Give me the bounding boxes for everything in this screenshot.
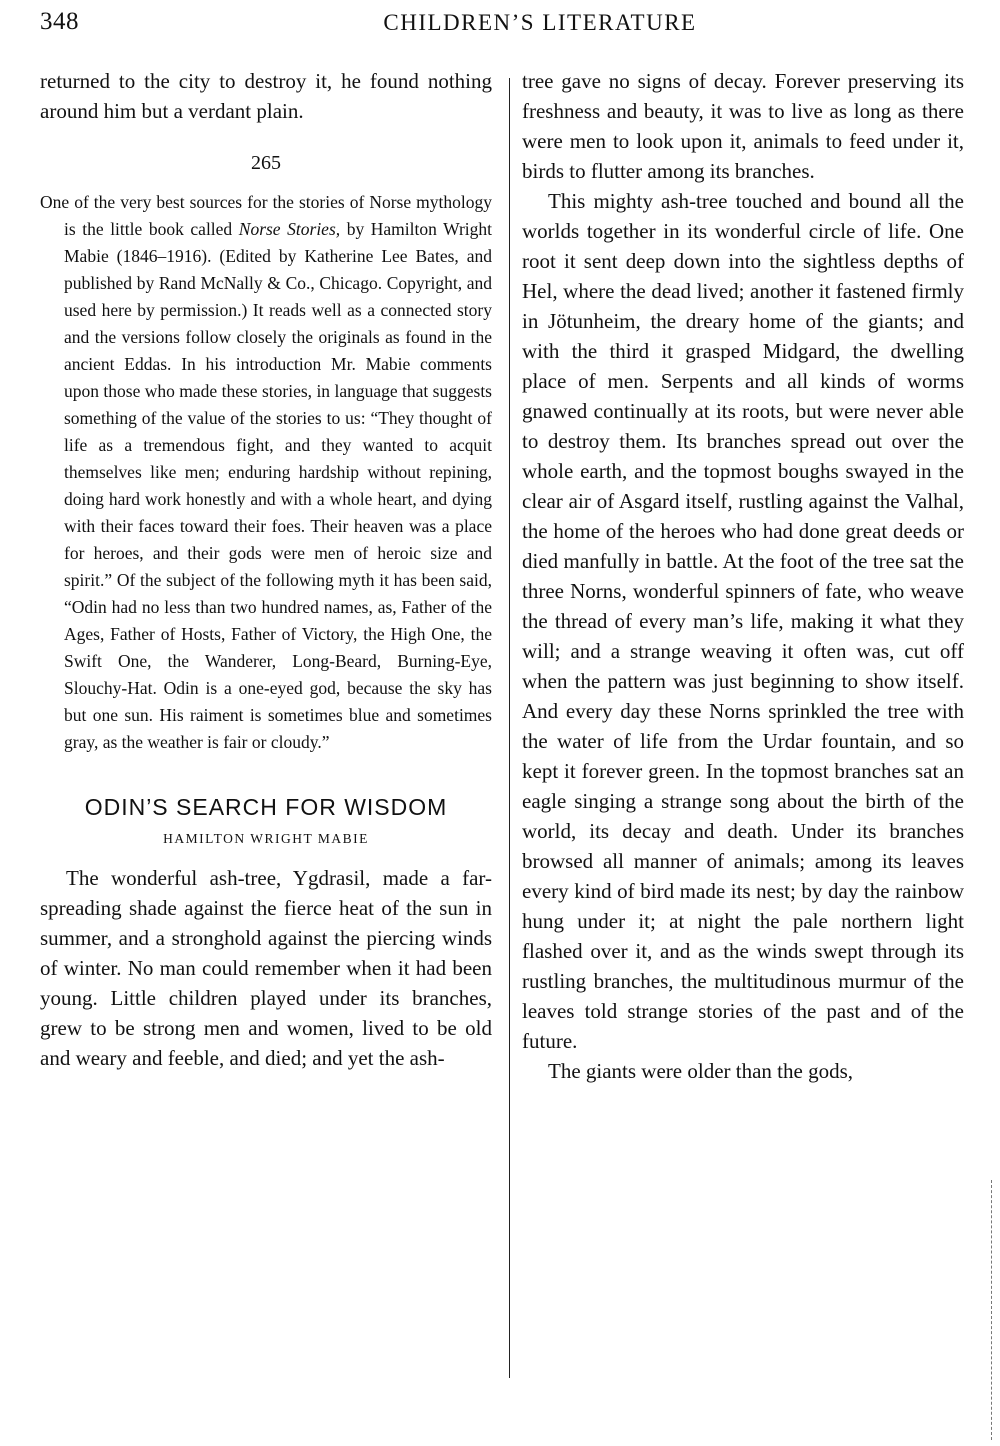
continued-paragraph-right: tree gave no signs of decay. Forever preserving its freshness and beauty, it was to live as long as there were men to look upon it, animals to feed under it, birds to flutter among its branches.	[522, 69, 964, 183]
story-author: HAMILTON WRIGHT MABIE	[163, 831, 369, 846]
running-title: CHILDREN’S LITERATURE	[383, 10, 697, 35]
note-number: 265	[251, 152, 281, 174]
giants-paragraph: The giants were older than the gods,	[548, 1059, 853, 1083]
left-column	[40, 66, 492, 1073]
column-divider	[509, 78, 510, 1378]
page-number: 348	[40, 8, 79, 35]
ash-tree-paragraph: This mighty ash-tree touched and bound all the worlds together in its wonderful circle of life. One root it sent deep down into the sightless depths of Hel, where the dead lived; another it fastened firmly in Jötunheim, the dreary home of the giants; and with the third it grasped Midgard, the dwelling place of men. Serpents and all kinds of worms gnawed continually at its roots, but were never able to destroy them. Its branches spread out over the whole earth, and the topmost boughs swayed in the clear air of Asgard itself, rustling against the Valhal, the home of the heroes who had done great deeds or died manfully in battle. At the foot of the tree sat the three Norns, wonderful spinners of fate, who weave the thread of every man’s life, making it what they will; and a strange weaving it often was, cut off when the pattern was just beginning to show itself. And every day these Norns sprinkled the tree with the water of life from the Urdar fountain, and so kept it forever green. In the topmost branches sat an eagle singing a strange song about the birth of the world, its decay and death. Under its branches browsed all manner of animals; among its leaves every kind of bird made its nest; by day the rainbow hung under it; at night the pale northern light flashed over it, and as the winds swept through its rustling branches, the multitudinous murmur of the leaves told strange stories of the past and of the future.	[522, 189, 964, 1053]
story-title: ODIN’S SEARCH FOR WISDOM	[84, 794, 448, 820]
note-text-rest: by Hamilton Wright Mabie (1846–1916). (Edited by Katherine Lee Bates, and published by Rand McNally & Co., Chicago. Copyright, and used here by permission.) It reads well as a connected story and the versions follow closely the originals as found in the ancient Eddas. In his introduction Mr. Mabie comments upon those who made these stories, in language that suggests something of the value of the stories to us: “They thought of life as a tremendous fight, and they wanted to acquit themselves like men; enduring hardship without repining, doing hard work honestly and with a whole heart, and dying with their faces toward their foes. Their heaven was a place for heroes, and their gods were men of heroic size and spirit.” Of the subject of the following myth it has been said, “Odin had no less than two hundred names, as, Father of the Ages, Father of Hosts, Father of Victory, the High One, the Swift One, the Wanderer, Long-Beard, Burning-Eye, Slouchy-Hat. Odin is a one-eyed god, because the sky has but one sun. His raiment is sometimes blue and sometimes gray, as the weather is fair or cloudy.”	[64, 219, 493, 752]
right-column	[522, 66, 964, 1086]
note-text-start: One of the very best sources for the stories of Norse mythology is the little book called	[40, 192, 492, 239]
continued-paragraph: returned to the city to destroy it, he found nothing around him but a verdant plain.	[40, 69, 492, 123]
margin-scan-mark	[991, 1180, 993, 1440]
story-opening-paragraph: The wonderful ash-tree, Ygdrasil, made a far-spreading shade against the fierce heat of the sun in summer, and a stronghold against the piercing winds of winter. No man could remember when it had been young. Little children played under its branches, grew to be strong men and women, lived to be old and weary and feeble, and died; and yet the ash-	[40, 866, 492, 1070]
editorial-note	[40, 189, 492, 756]
note-book-title: Norse Stories,	[238, 219, 341, 239]
